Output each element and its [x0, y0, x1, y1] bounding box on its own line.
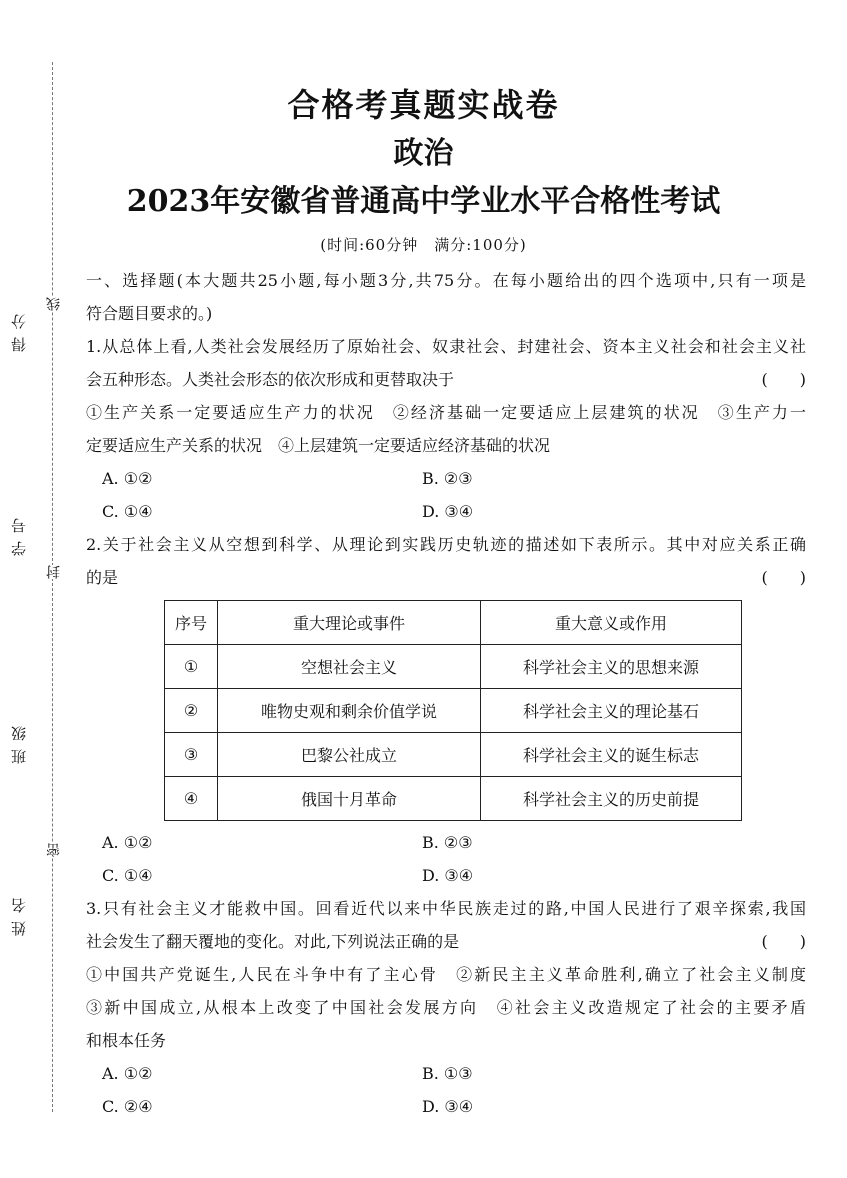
section-instruction-line1: 一、选择题(本大题共25小题,每小题3分,共75分。在每小题给出的四个选项中,只有一项是 — [86, 271, 806, 290]
q2-stem-line1: 2.关于社会主义从空想到科学、从理论到实践历史轨迹的描述如下表所示。其中对应关系正确 — [86, 535, 806, 554]
q2-table — [164, 600, 742, 821]
table-row — [165, 733, 742, 777]
q2-table-cell-index: ③ — [165, 733, 218, 777]
q2-table-cell-index: ④ — [165, 777, 218, 821]
q2-table-cell-event: 唯物史观和剩余价值学说 — [218, 689, 481, 733]
table-row — [165, 777, 742, 821]
student-id-label: 学号 — [10, 510, 28, 556]
q2-options-row1 — [86, 826, 806, 859]
q2-table-cell-index: ② — [165, 689, 218, 733]
q1-statements-line2: 定要适应生产关系的状况 ④上层建筑一定要适应经济基础的状况 — [86, 436, 551, 455]
q1-statements-line1: ①生产关系一定要适应生产力的状况 ②经济基础一定要适应上层建筑的状况 ③生产力一 — [86, 403, 806, 422]
q1-option-b: B. ②③ — [422, 469, 473, 488]
section-instruction-line2: 符合题目要求的。) — [86, 304, 213, 323]
q3-stem-line2 — [86, 925, 806, 958]
q2-option-b: B. ②③ — [422, 833, 473, 852]
q2-table-cell-significance: 科学社会主义的历史前提 — [481, 777, 742, 821]
subject-title: 政治 — [393, 136, 454, 171]
q2-table-cell-index: ① — [165, 645, 218, 689]
q2-table-header-event: 重大理论或事件 — [218, 601, 481, 645]
name-label: 姓名 — [10, 890, 28, 936]
table-row — [165, 645, 742, 689]
q3-statements-line2: ③新中国成立,从根本上改变了中国社会发展方向 ④社会主义改造规定了社会的主要矛盾 — [86, 998, 806, 1017]
class-label: 班级 — [10, 718, 28, 764]
q2-stem-line2-text: 的是 — [86, 568, 119, 587]
q2-option-c: C. ①④ — [102, 866, 153, 885]
q2-table-cell-significance: 科学社会主义的思想来源 — [481, 645, 742, 689]
q2-option-d: D. ③④ — [422, 866, 474, 885]
q2-option-a: A. ①② — [102, 833, 153, 852]
table-row — [165, 689, 742, 733]
q1-option-c: C. ①④ — [102, 502, 153, 521]
time-score-info: (时间:60分钟 满分:100分) — [320, 236, 527, 254]
q1-stem-line1: 1.从总体上看,人类社会发展经历了原始社会、奴隶社会、封建社会、资本主义社会和社会主义社 — [86, 337, 806, 356]
seal-char-secret: 密 — [46, 843, 62, 857]
q2-table-header-index: 序号 — [165, 601, 218, 645]
q3-statements-line3: 和根本任务 — [86, 1031, 167, 1050]
q3-answer-parenthesis: ( ) — [761, 932, 806, 951]
q3-option-d: D. ③④ — [422, 1097, 474, 1116]
q2-table-cell-event: 巴黎公社成立 — [218, 733, 481, 777]
q1-answer-parenthesis: ( ) — [761, 370, 806, 389]
q3-option-a: A. ①② — [102, 1064, 153, 1083]
q3-option-b: B. ①③ — [422, 1064, 473, 1083]
q2-table-header-row — [165, 601, 742, 645]
q2-table-header-significance: 重大意义或作用 — [481, 601, 742, 645]
q3-stem-line2-text: 社会发生了翻天覆地的变化。对此,下列说法正确的是 — [86, 932, 460, 951]
q1-options-row2 — [86, 495, 806, 528]
seal-char-seal: 封 — [46, 565, 62, 579]
q2-stem-line2 — [86, 561, 806, 594]
exam-title: 2023年安徽省普通高中学业水平合格性考试 — [126, 184, 721, 219]
q2-table-cell-significance: 科学社会主义的诞生标志 — [481, 733, 742, 777]
score-label: 得分 — [10, 306, 28, 352]
q3-option-c: C. ②④ — [102, 1097, 153, 1116]
q1-stem-line2 — [86, 363, 806, 396]
paper-title: 合格考真题实战卷 — [287, 86, 560, 124]
q1-option-a: A. ①② — [102, 469, 153, 488]
q2-table-cell-event: 空想社会主义 — [218, 645, 481, 689]
seal-char-line: 线 — [46, 297, 62, 311]
q1-options-row1 — [86, 462, 806, 495]
q2-options-row2 — [86, 859, 806, 892]
q3-statements-line1: ①中国共产党诞生,人民在斗争中有了主心骨 ②新民主主义革命胜利,确立了社会主义制度 — [86, 965, 806, 984]
q1-option-d: D. ③④ — [422, 502, 474, 521]
q3-options-row2 — [86, 1090, 806, 1123]
q1-stem-line2-text: 会五种形态。人类社会形态的依次形成和更替取决于 — [86, 370, 455, 389]
q2-table-cell-significance: 科学社会主义的理论基石 — [481, 689, 742, 733]
q3-options-row1 — [86, 1057, 806, 1090]
q2-answer-parenthesis: ( ) — [761, 568, 806, 587]
q3-stem-line1: 3.只有社会主义才能救中国。回看近代以来中华民族走过的路,中国人民进行了艰辛探索,我国 — [86, 899, 806, 918]
q2-table-cell-event: 俄国十月革命 — [218, 777, 481, 821]
